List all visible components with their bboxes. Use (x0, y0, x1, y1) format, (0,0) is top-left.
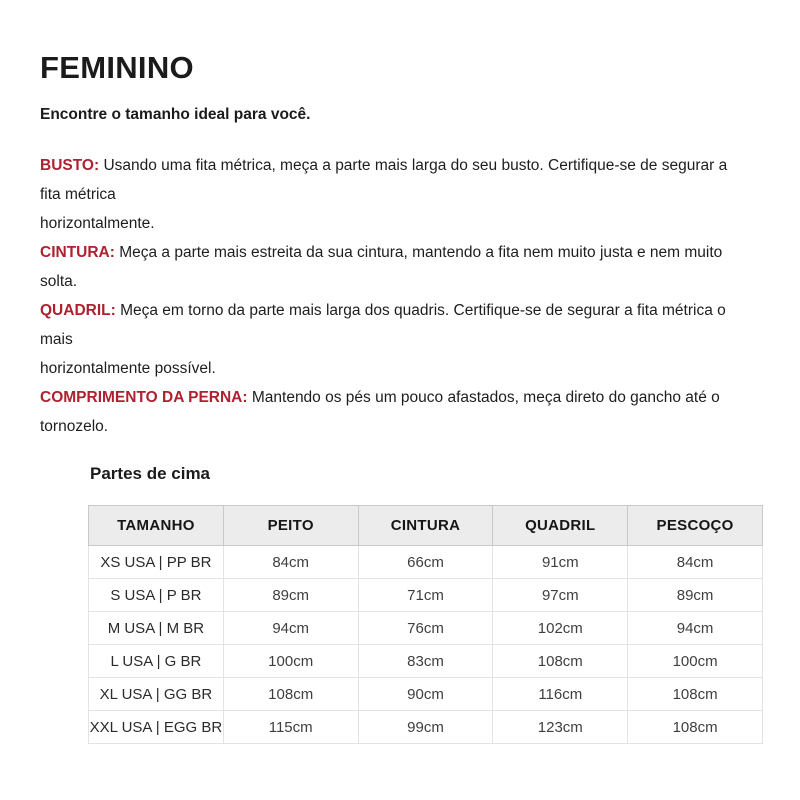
section-title-partes-de-cima: Partes de cima (90, 464, 211, 483)
quadril-cell: 102cm (493, 612, 628, 645)
pescoco-cell: 100cm (628, 645, 763, 678)
col-header-pescoco: PESCOÇO (628, 506, 763, 546)
page-title: FEMININO (40, 50, 194, 85)
pescoco-cell: 84cm (628, 546, 763, 579)
col-header-cintura: CINTURA (358, 506, 493, 546)
busto-line-2: fita métrica (40, 186, 116, 203)
cintura-cell: 71cm (358, 579, 493, 612)
size-cell: XS USA | PP BR (89, 546, 224, 579)
table-row-l (89, 645, 763, 678)
busto-label: BUSTO: (40, 157, 100, 174)
pescoco-cell: 108cm (628, 678, 763, 711)
comprimento-line-1: Mantendo os pés um pouco afastados, meça direto do gancho até o (251, 389, 720, 406)
peito-cell: 115cm (223, 711, 358, 744)
size-cell: M USA | M BR (89, 612, 224, 645)
quadril-label: QUADRIL: (40, 302, 116, 319)
comprimento-perna-label: COMPRIMENTO DA PERNA: (40, 389, 248, 406)
cintura-instruction (40, 238, 770, 296)
table-row-xs (89, 546, 763, 579)
quadril-cell: 97cm (493, 579, 628, 612)
quadril-cell: 123cm (493, 711, 628, 744)
cintura-label: CINTURA: (40, 244, 115, 261)
size-table-header (89, 506, 763, 546)
quadril-cell: 91cm (493, 546, 628, 579)
cintura-line-1: Meça a parte mais estreita da sua cintura, mantendo a fita nem muito justa e nem muito (119, 244, 723, 261)
busto-line-3: horizontalmente. (40, 215, 155, 232)
cintura-line-2: solta. (40, 273, 78, 290)
cintura-cell: 90cm (358, 678, 493, 711)
size-cell: L USA | G BR (89, 645, 224, 678)
pescoco-cell: 108cm (628, 711, 763, 744)
comprimento-line-2: tornozelo. (40, 418, 109, 435)
quadril-line-2: mais (40, 331, 73, 348)
quadril-cell: 108cm (493, 645, 628, 678)
size-cell: S USA | P BR (89, 579, 224, 612)
pescoco-cell: 94cm (628, 612, 763, 645)
size-cell: XXL USA | EGG BR (89, 711, 224, 744)
table-row-xxl (89, 711, 763, 744)
table-row-xl (89, 678, 763, 711)
col-header-peito: PEITO (223, 506, 358, 546)
cintura-cell: 83cm (358, 645, 493, 678)
size-cell: XL USA | GG BR (89, 678, 224, 711)
cintura-cell: 66cm (358, 546, 493, 579)
table-row-s (89, 579, 763, 612)
col-header-quadril: QUADRIL (493, 506, 628, 546)
quadril-line-1: Meça em torno da parte mais larga dos quadris. Certifique-se de segurar a fita métrica o (120, 302, 726, 319)
quadril-line-3: horizontalmente possível. (40, 360, 216, 377)
cintura-cell: 99cm (358, 711, 493, 744)
peito-cell: 89cm (223, 579, 358, 612)
pescoco-cell: 89cm (628, 579, 763, 612)
peito-cell: 84cm (223, 546, 358, 579)
busto-instruction (40, 151, 770, 238)
peito-cell: 108cm (223, 678, 358, 711)
comprimento-perna-instruction (40, 383, 770, 441)
table-row-m (89, 612, 763, 645)
header-row (89, 506, 763, 546)
quadril-instruction (40, 296, 770, 383)
size-table (88, 505, 763, 744)
busto-line-1: Usando uma fita métrica, meça a parte mais larga do seu busto. Certifique-se de segurar a (103, 157, 728, 174)
col-header-tamanho: TAMANHO (89, 506, 224, 546)
quadril-cell: 116cm (493, 678, 628, 711)
size-table-body (89, 546, 763, 744)
peito-cell: 94cm (223, 612, 358, 645)
page-subtitle: Encontre o tamanho ideal para você. (40, 106, 311, 123)
measurement-instructions (40, 151, 770, 441)
peito-cell: 100cm (223, 645, 358, 678)
cintura-cell: 76cm (358, 612, 493, 645)
